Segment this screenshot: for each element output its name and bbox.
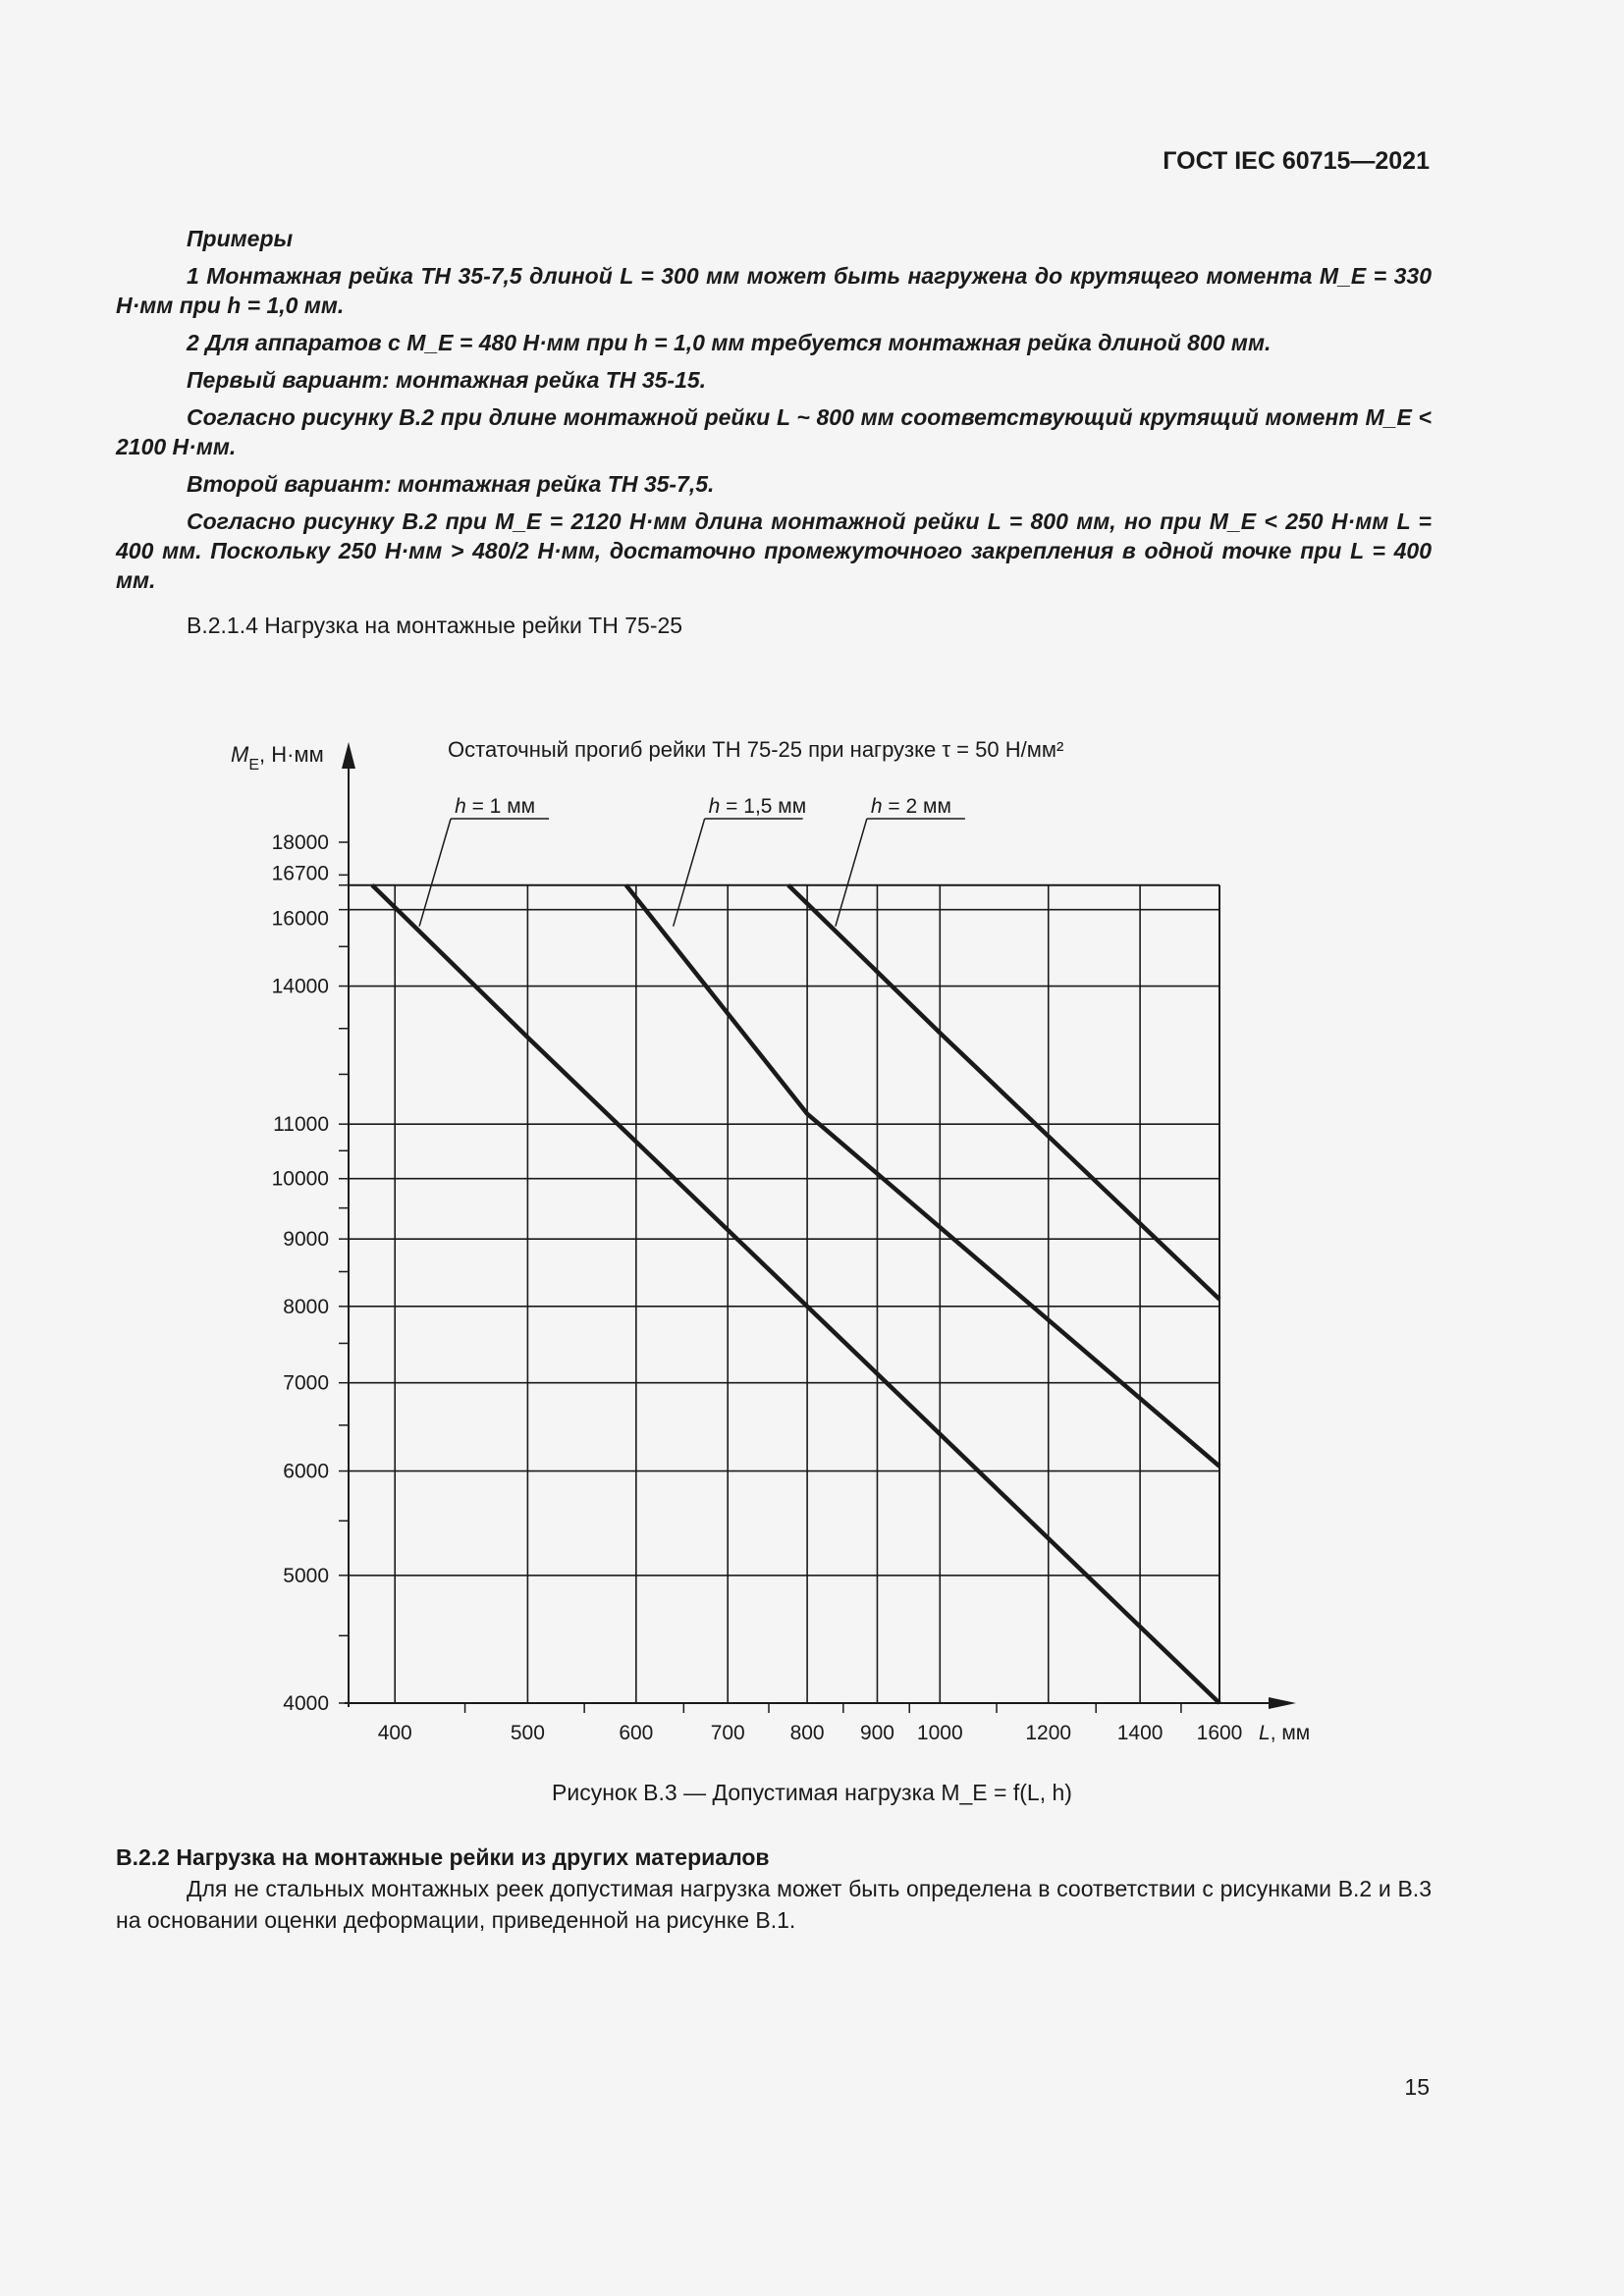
x-axis-arrow <box>1269 1697 1296 1709</box>
y-tick-label: 9000 <box>283 1228 329 1252</box>
section-b22-text: Для не стальных монтажных реек допустимая нагрузка может быть определена в соответствии с рисунками В.2 и В.3 на основании оценки деформации, приведенной на рисунке В.1. <box>116 1876 1432 1933</box>
figure-caption: Рисунок В.3 — Допустимая нагрузка M_E = f(L, h) <box>552 1780 1072 1805</box>
section-b22-heading: В.2.2 Нагрузка на монтажные рейки из других материалов <box>116 1844 770 1870</box>
y-tick-label: 6000 <box>283 1460 329 1483</box>
series-line-3 <box>788 885 1219 1300</box>
y-tick-label: 11000 <box>273 1113 329 1137</box>
y-tick-label: 14000 <box>271 975 329 998</box>
examples-heading: Примеры <box>187 226 294 251</box>
x-tick-label: 1200 <box>1025 1722 1072 1744</box>
y-tick-label: 8000 <box>283 1295 329 1318</box>
section-b214-heading: В.2.1.4 Нагрузка на монтажные рейки ТН 75-25 <box>187 613 683 638</box>
x-tick-label: 700 <box>710 1722 745 1744</box>
x-axis-label: L, мм <box>1259 1722 1311 1744</box>
example-line-2: 2 Для аппаратов с M_E = 480 Н·мм при h = 1,0 мм требуется монтажная рейка длиной 800 мм. <box>187 330 1272 355</box>
example-line-5: Второй вариант: монтажная рейка ТН 35-7,5. <box>187 471 715 497</box>
section-b22 <box>116 1842 1432 1936</box>
y-tick-label: 5000 <box>283 1564 329 1587</box>
x-tick-label: 900 <box>859 1722 894 1744</box>
series-label-1: h = 1 мм <box>455 795 536 818</box>
example-line-6: Согласно рисунку В.2 при M_E = 2120 Н·мм длина монтажной рейки L = 800 мм, но при M_E < 250 Н·мм L = 400 мм. Поскольку 250 Н·мм > 480/2 Н·мм, достаточно промежуточного закрепления в одной точке при L = 400 мм. <box>116 508 1432 593</box>
example-line-1: 1 Монтажная рейка ТН 35-7,5 длиной L = 300 мм может быть нагружена до крутящего момента M_E = 330 Н·мм при h = 1,0 мм. <box>116 263 1432 318</box>
y-axis-arrow <box>342 742 355 769</box>
page-number: 15 <box>1404 2074 1430 2100</box>
series-line-2 <box>626 885 1219 1467</box>
example-line-4: Согласно рисунку В.2 при длине монтажной рейки L ~ 800 мм соответствующий крутящий момент M_E < 2100 Н·мм. <box>116 404 1432 459</box>
series-label-2: h = 1,5 мм <box>708 795 807 818</box>
examples-block <box>116 224 1432 603</box>
series-line-1 <box>372 885 1219 1703</box>
x-tick-label: 1000 <box>916 1722 963 1744</box>
x-tick-label: 1400 <box>1116 1722 1164 1744</box>
series-label-3: h = 2 мм <box>870 795 951 818</box>
y-tick-label: 18000 <box>271 831 329 854</box>
y-tick-label: 4000 <box>283 1692 329 1715</box>
chart-title: Остаточный прогиб рейки ТН 75-25 при нагрузке τ = 50 Н/мм² <box>448 737 1064 762</box>
x-tick-label: 500 <box>510 1722 545 1744</box>
y-tick-label: 10000 <box>271 1167 329 1191</box>
load-chart <box>0 667 1624 1767</box>
document-id: ГОСТ IEC 60715—2021 <box>1163 147 1430 175</box>
y-tick-label: 16700 <box>271 862 329 885</box>
y-tick-label: 7000 <box>283 1371 329 1395</box>
x-tick-label: 800 <box>789 1722 825 1744</box>
x-tick-label: 1600 <box>1196 1722 1243 1744</box>
y-tick-label: 16000 <box>271 907 329 931</box>
example-line-3: Первый вариант: монтажная рейка ТН 35-15. <box>187 367 707 393</box>
x-tick-label: 400 <box>377 1722 412 1744</box>
y-axis-label: $M_E$, Н·мм <box>231 742 324 774</box>
x-tick-label: 600 <box>619 1722 654 1744</box>
